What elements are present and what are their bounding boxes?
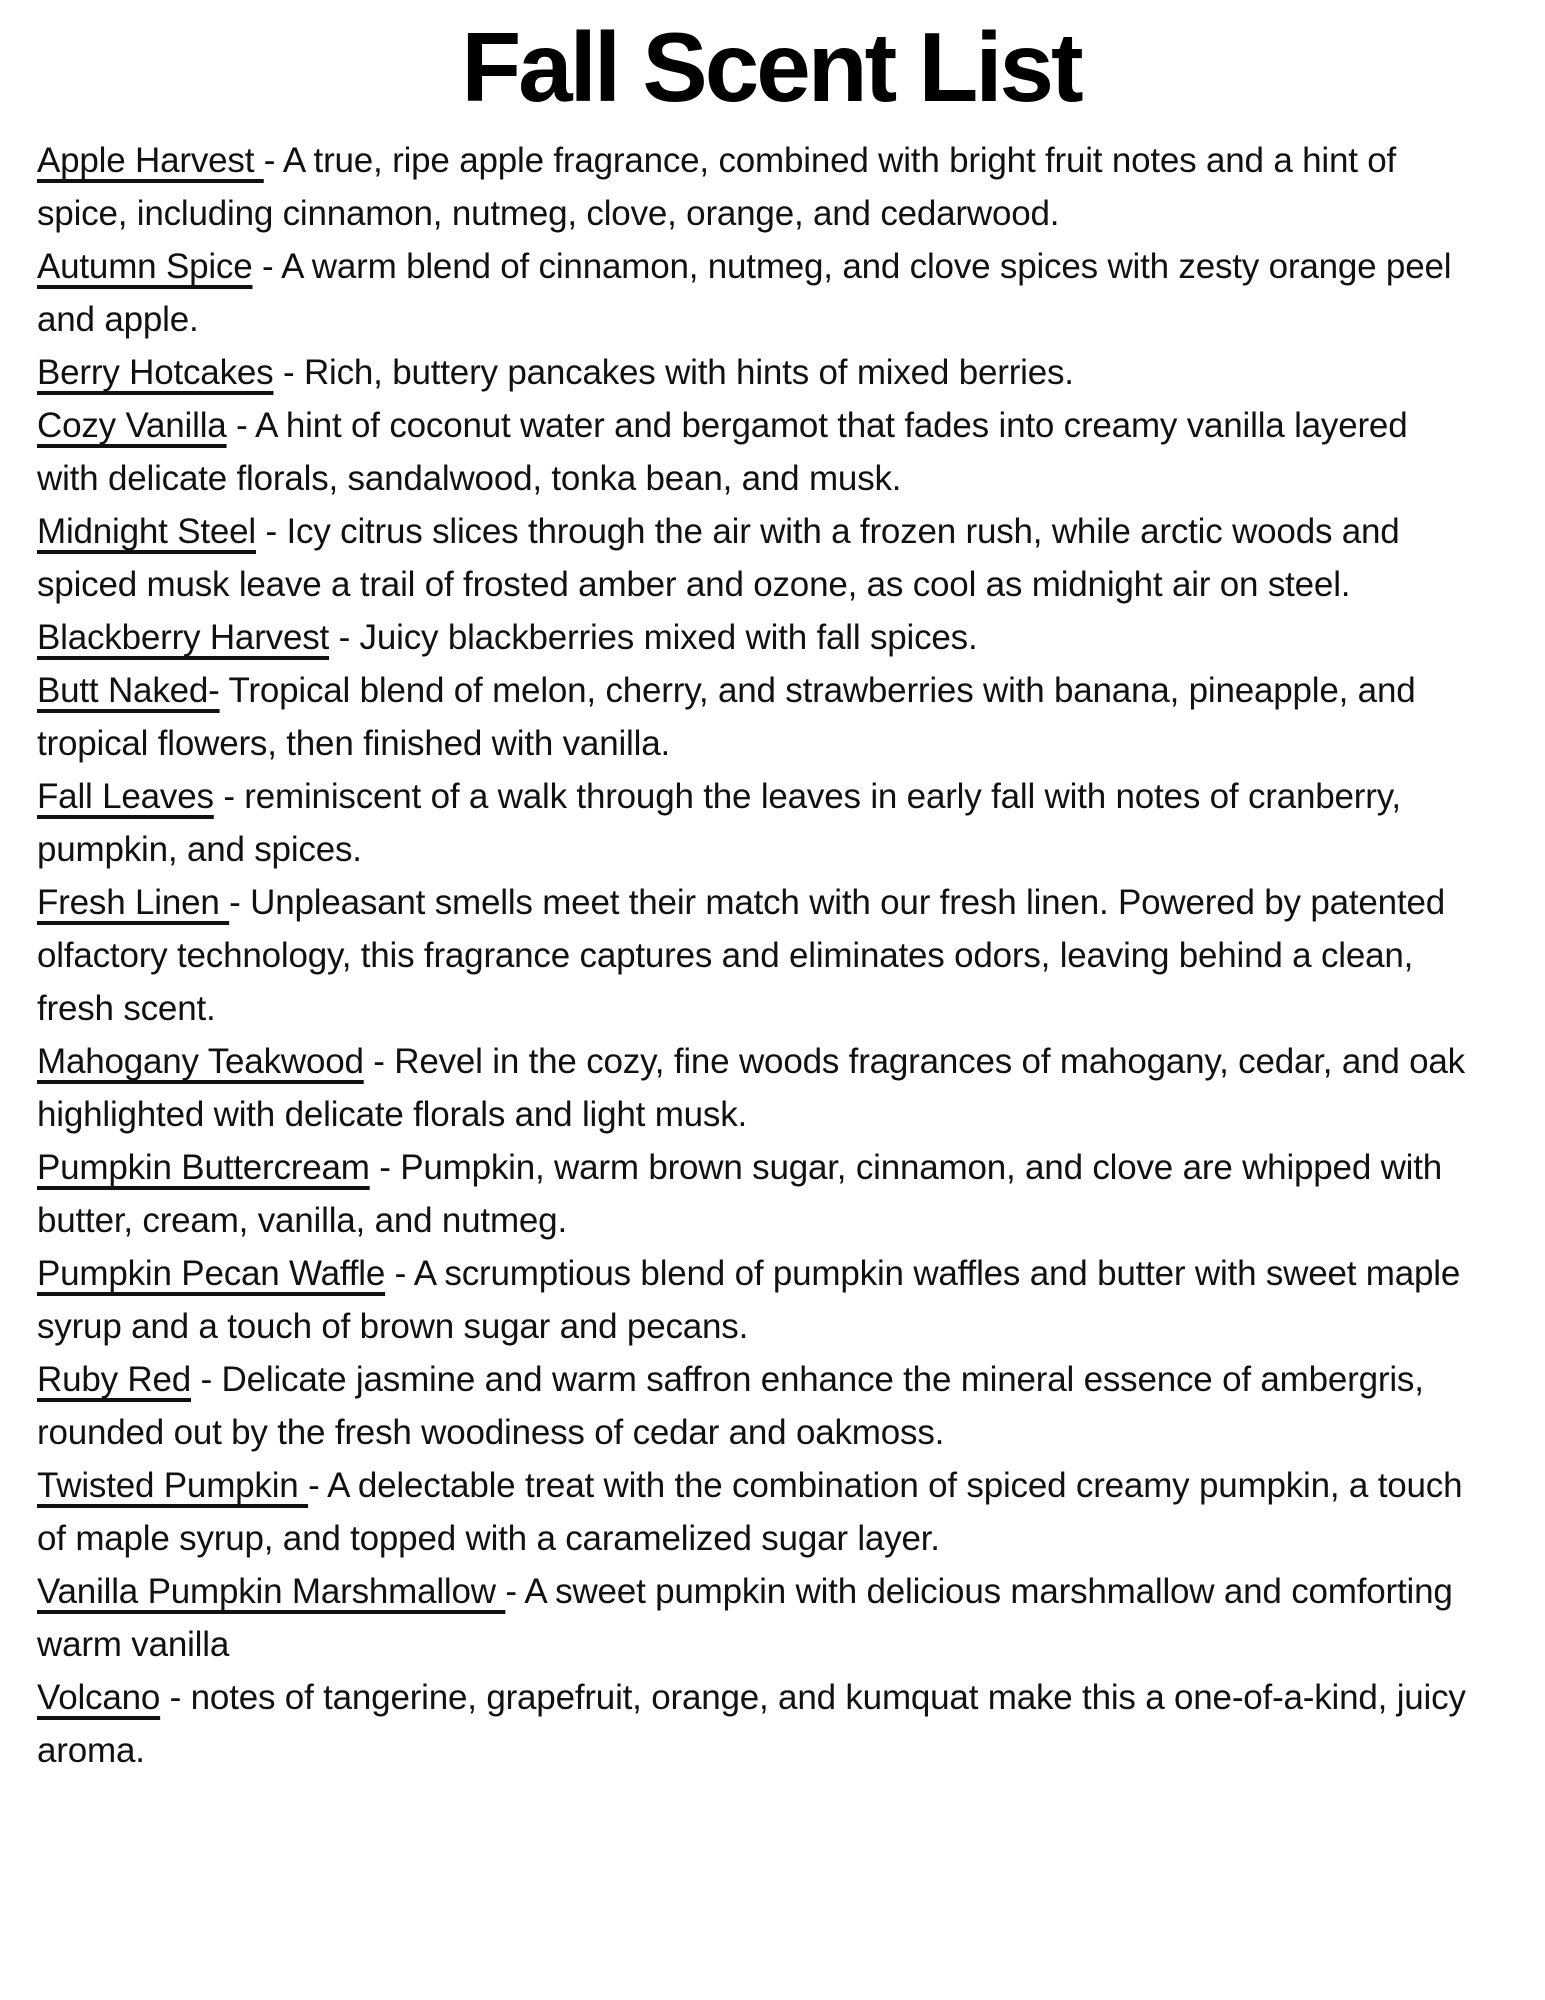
scent-name: Midnight Steel	[37, 511, 256, 551]
scent-description: - reminiscent of a walk through the leaves in early fall with notes of cranberry, pumpkin, and spices.	[37, 776, 1401, 869]
scent-description: Tropical blend of melon, cherry, and strawberries with banana, pineapple, and tropical flowers, then finished with vanilla.	[37, 670, 1416, 763]
list-item	[37, 664, 1477, 770]
scent-name: Autumn Spice	[37, 246, 253, 286]
list-item	[37, 1035, 1477, 1141]
scent-name: Fresh Linen	[37, 882, 230, 922]
scent-name: Twisted Pumpkin	[37, 1465, 309, 1505]
scent-list	[37, 134, 1477, 1777]
list-item	[37, 1565, 1477, 1671]
scent-description: - A hint of coconut water and bergamot that fades into creamy vanilla layered with delicate florals, sandalwood, tonka bean, and musk.	[37, 405, 1408, 498]
scent-description: - Juicy blackberries mixed with fall spices.	[329, 617, 978, 657]
list-item	[37, 505, 1477, 611]
scent-name: Blackberry Harvest	[37, 617, 330, 657]
list-item	[37, 134, 1477, 240]
list-item	[37, 346, 1477, 399]
scent-description: - A delectable treat with the combination of spiced creamy pumpkin, a touch of maple syrup, and topped with a caramelized sugar layer.	[37, 1465, 1463, 1558]
scent-description: - A warm blend of cinnamon, nutmeg, and clove spices with zesty orange peel and apple.	[37, 246, 1452, 339]
scent-name: Vanilla Pumpkin Marshmallow	[37, 1571, 506, 1611]
scent-name: Berry Hotcakes	[37, 352, 274, 392]
page-title: Fall Scent List	[461, 12, 1081, 122]
scent-name: Volcano	[37, 1677, 161, 1717]
scent-description: - Delicate jasmine and warm saffron enhance the mineral essence of ambergris, rounded out by the fresh woodiness of cedar and oakmoss.	[37, 1359, 1424, 1452]
list-item	[37, 1247, 1477, 1353]
scent-description: - Revel in the cozy, fine woods fragrances of mahogany, cedar, and oak highlighted with delicate florals and light musk.	[37, 1041, 1465, 1134]
scent-description: - A scrumptious blend of pumpkin waffles and butter with sweet maple syrup and a touch of brown sugar and pecans.	[37, 1253, 1461, 1346]
scent-description: - A sweet pumpkin with delicious marshmallow and comforting warm vanilla	[37, 1571, 1453, 1664]
scent-name: Pumpkin Pecan Waffle	[37, 1253, 386, 1293]
scent-description: - A true, ripe apple fragrance, combined with bright fruit notes and a hint of spice, including cinnamon, nutmeg, clove, orange, and cedarwood.	[37, 140, 1397, 233]
scent-description: - notes of tangerine, grapefruit, orange, and kumquat make this a one-of-a-kind, juicy aroma.	[37, 1677, 1466, 1770]
list-item	[37, 1459, 1477, 1565]
list-item	[37, 240, 1477, 346]
scent-description: - Icy citrus slices through the air with a frozen rush, while arctic woods and spiced musk leave a trail of frosted amber and ozone, as cool as midnight air on steel.	[37, 511, 1400, 604]
scent-name: Mahogany Teakwood	[37, 1041, 364, 1081]
scent-description: - Rich, buttery pancakes with hints of mixed berries.	[273, 352, 1074, 392]
scent-name: Fall Leaves	[37, 776, 214, 816]
list-item	[37, 611, 1477, 664]
list-item	[37, 399, 1477, 505]
list-item	[37, 1353, 1477, 1459]
list-item	[37, 1141, 1477, 1247]
scent-name: Cozy Vanilla	[37, 405, 227, 445]
scent-description: - Pumpkin, warm brown sugar, cinnamon, and clove are whipped with butter, cream, vanilla, and nutmeg.	[37, 1147, 1443, 1240]
list-item	[37, 876, 1477, 1035]
list-item	[37, 1671, 1477, 1777]
scent-name: Pumpkin Buttercream	[37, 1147, 370, 1187]
scent-name: Ruby Red	[37, 1359, 192, 1399]
scent-name: Butt Naked-	[37, 670, 220, 710]
list-item	[37, 770, 1477, 876]
scent-description: - Unpleasant smells meet their match with our fresh linen. Powered by patented olfactory technology, this fragrance captures and eliminates odors, leaving behind a clean, fresh scent.	[37, 882, 1445, 1028]
scent-name: Apple Harvest	[37, 140, 264, 180]
